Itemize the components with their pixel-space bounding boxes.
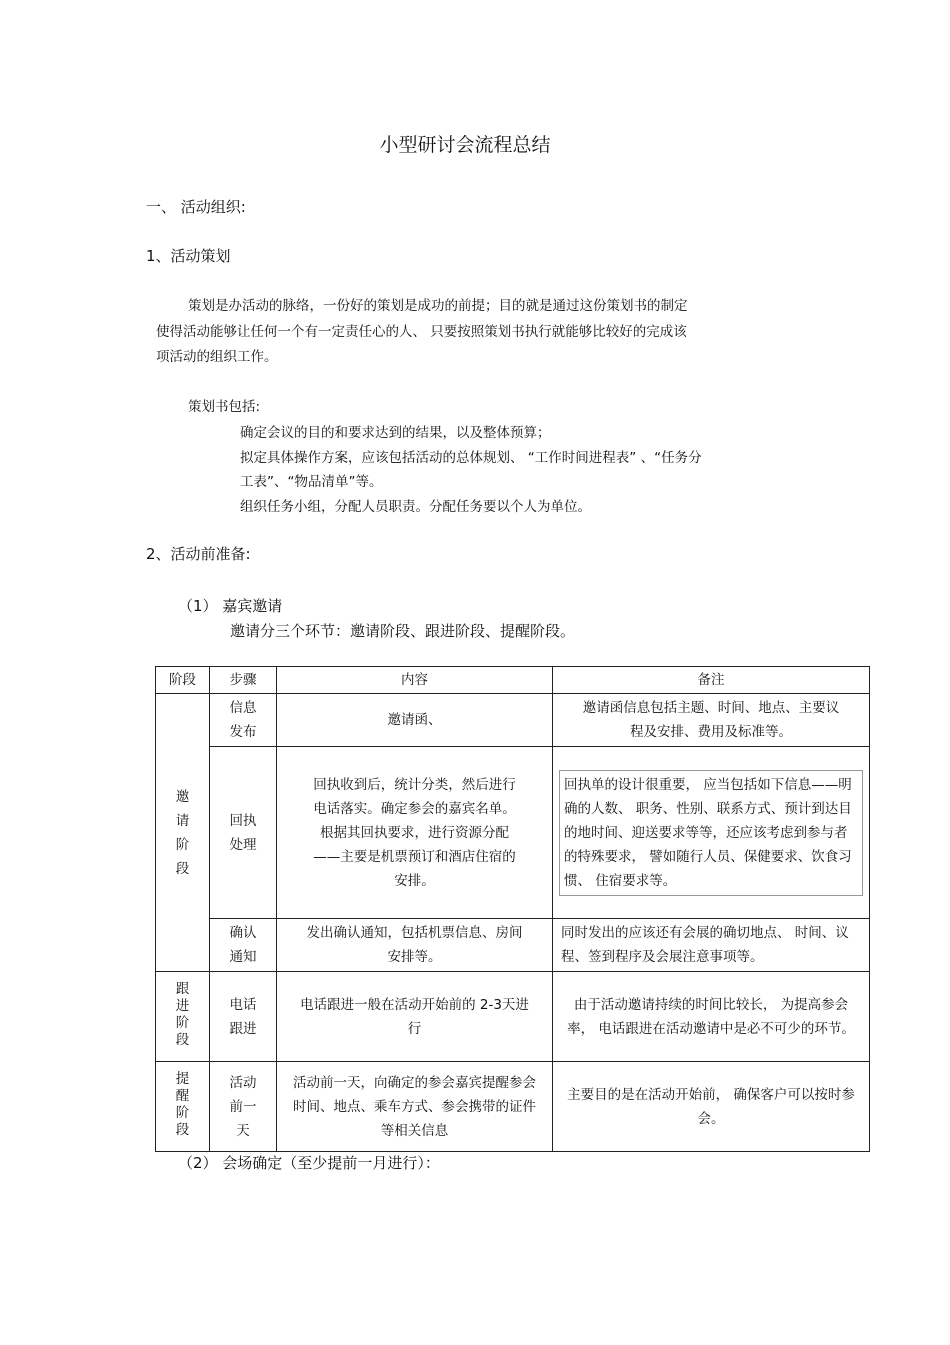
planning-paragraph-line-3: 项活动的组织工作。 bbox=[156, 349, 278, 365]
stage-cell-follow-up bbox=[156, 972, 210, 1062]
content-text: 回执收到后，统计分类，然后进行电话落实。确定参会的嘉宾名单。根据其回执要求，进行资源分配——主要是机票预订和酒店住宿的安排。 bbox=[313, 776, 516, 889]
stage-cell-reminder bbox=[156, 1062, 210, 1152]
table-row bbox=[156, 747, 870, 919]
content-text: 电话跟进一般在活动开始前的 2-3天进行 bbox=[300, 996, 529, 1037]
plan-item-1: 确定会议的目的和要求达到的结果，以及整体预算； bbox=[240, 425, 551, 441]
content-text: 活动前一天，向确定的参会嘉宾提醒参会时间、地点、乘车方式、参会携带的证件等相关信息 bbox=[293, 1074, 536, 1139]
stage-label: 提醒阶段 bbox=[175, 1071, 190, 1138]
step-cell bbox=[210, 747, 277, 919]
table-header-row bbox=[156, 667, 870, 694]
note-text: 主要目的是在活动开始前， 确保客户可以按时参会。 bbox=[567, 1086, 855, 1127]
plan-item-2-continued: 工表”、“物品清单”等。 bbox=[240, 474, 383, 490]
stage-cell-invitation bbox=[156, 694, 210, 972]
note-cell bbox=[553, 747, 870, 919]
note-cell bbox=[553, 694, 870, 747]
stage-label: 邀请阶段 bbox=[175, 788, 190, 877]
plan-label: 策划书包括: bbox=[188, 399, 261, 415]
subsection-heading-preparation: 2、活动前准备: bbox=[146, 545, 251, 563]
header-step: 步骤 bbox=[210, 667, 277, 694]
content-text: 发出确认通知，包括机票信息、房间安排等。 bbox=[306, 925, 523, 965]
section-heading-activity-organization: 一、 活动组织: bbox=[146, 198, 246, 216]
step-cell bbox=[210, 1062, 277, 1152]
note-text: 回执单的设计很重要， 应当包括如下信息——明确的人数、 职务、性别、联系方式、预计到达目的地时间、迎送要求等等，还应该考虑到参与者的特殊要求， 譬如随行人员、保健要求、饮食习惯、 住宿要求等。 bbox=[559, 770, 863, 896]
content-text: 邀请函、 bbox=[387, 712, 442, 728]
note-text: 由于活动邀请持续的时间比较长， 为提高参会率， 电话跟进在活动邀请中是必不可少的环节。 bbox=[567, 996, 855, 1037]
note-text: 邀请函信息包括主题、时间、地点、主要议程及安排、费用及标准等。 bbox=[582, 700, 840, 740]
invitation-description: 邀请分三个环节：邀请阶段、跟进阶段、提醒阶段。 bbox=[230, 622, 576, 640]
table-row bbox=[156, 1062, 870, 1152]
step-cell bbox=[210, 919, 277, 972]
table-row bbox=[156, 694, 870, 747]
invitation-table bbox=[155, 666, 870, 1152]
step-label: 活动前一天 bbox=[229, 1074, 257, 1139]
note-cell bbox=[553, 919, 870, 972]
item-heading-venue: （2） 会场确定（至少提前一月进行）： bbox=[178, 1154, 440, 1172]
header-content: 内容 bbox=[277, 667, 553, 694]
content-cell bbox=[277, 1062, 553, 1152]
note-cell bbox=[553, 1062, 870, 1152]
plan-item-2: 拟定具体操作方案，应该包括活动的总体规划、 “工作时间进程表” 、“任务分 bbox=[240, 450, 702, 466]
table-row bbox=[156, 919, 870, 972]
step-label: 确认通知 bbox=[229, 925, 257, 965]
note-text: 同时发出的应该还有会展的确切地点、 时间、议程、签到程序及会展注意事项等。 bbox=[561, 925, 849, 965]
step-label: 回执处理 bbox=[229, 812, 257, 853]
step-label: 信息发布 bbox=[229, 700, 257, 740]
step-cell bbox=[210, 972, 277, 1062]
header-stage: 阶段 bbox=[156, 667, 210, 694]
planning-paragraph-line-2: 使得活动能够让任何一个有一定责任心的人、 只要按照策划书执行就能够比较好的完成该 bbox=[156, 324, 687, 340]
table-row bbox=[156, 972, 870, 1062]
item-heading-guest-invitation: （1） 嘉宾邀请 bbox=[178, 597, 283, 615]
plan-item-3: 组织任务小组，分配人员职责。分配任务要以个人为单位。 bbox=[240, 499, 591, 515]
header-note: 备注 bbox=[553, 667, 870, 694]
stage-label: 跟进阶段 bbox=[175, 981, 190, 1048]
step-label: 电话跟进 bbox=[229, 996, 257, 1037]
note-cell bbox=[553, 972, 870, 1062]
page-title: 小型研讨会流程总结 bbox=[379, 134, 551, 156]
content-cell bbox=[277, 747, 553, 919]
step-cell bbox=[210, 694, 277, 747]
content-cell bbox=[277, 694, 553, 747]
content-cell bbox=[277, 919, 553, 972]
subsection-heading-planning: 1、活动策划 bbox=[146, 247, 231, 265]
planning-paragraph-line-1: 策划是办活动的脉络，一份好的策划是成功的前提；目的就是通过这份策划书的制定 bbox=[188, 298, 688, 314]
content-cell bbox=[277, 972, 553, 1062]
